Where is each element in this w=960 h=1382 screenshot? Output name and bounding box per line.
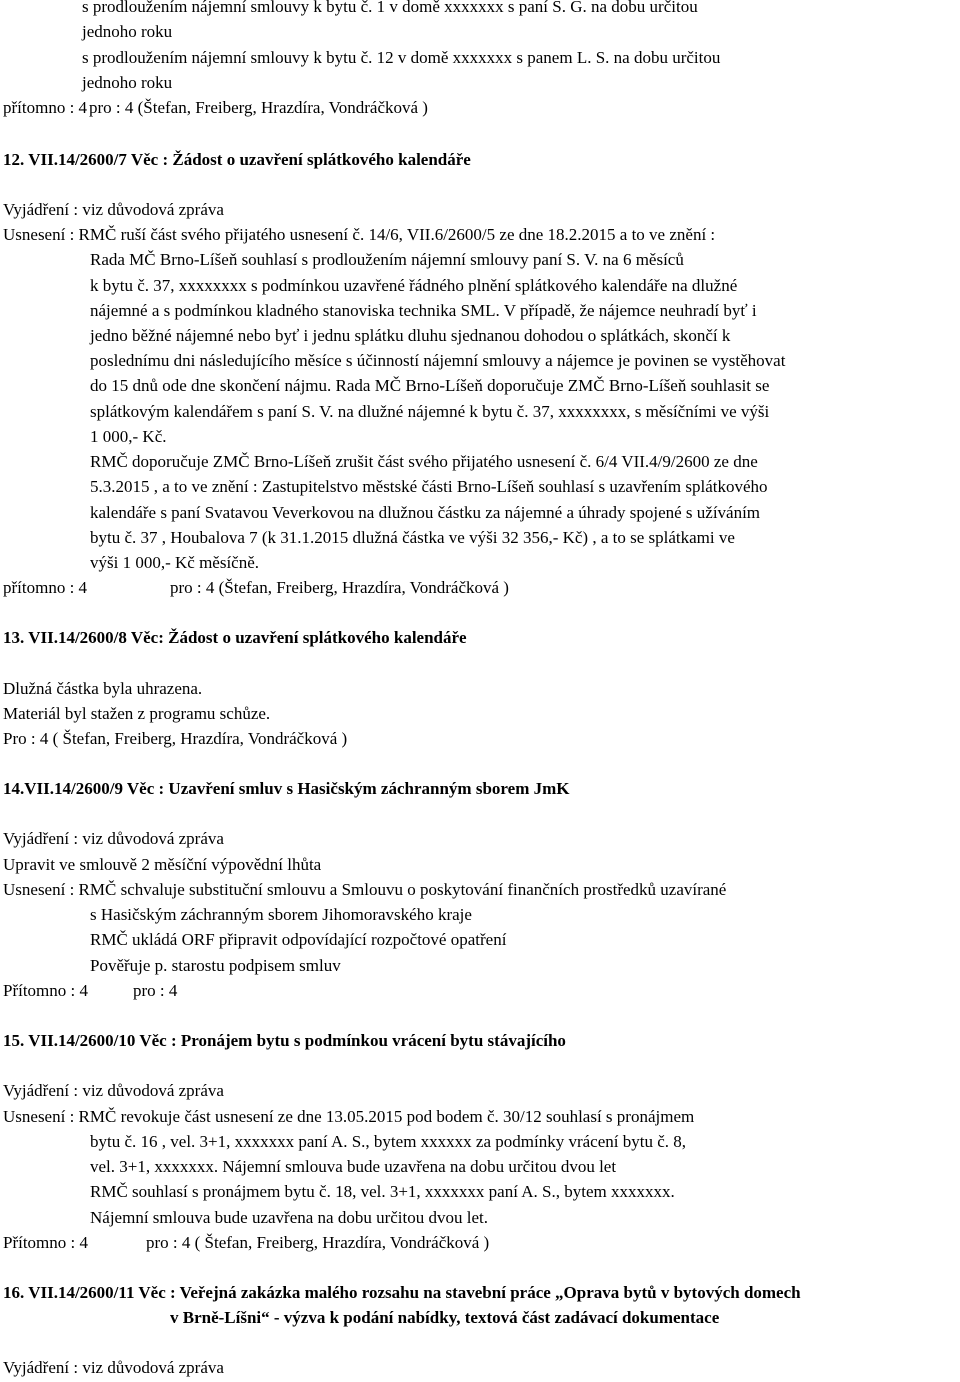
usneseni-line: Usnesení : RMČ revokuje část usnesení ze dne 13.05.2015 pod bodem č. 30/12 souhlasí s pronájmem <box>3 1107 695 1126</box>
text-line: jednoho roku <box>82 22 173 41</box>
text-line: kalendáře s paní Svatavou Veverkovou na dlužnou částku za nájemné a úhrady spojené s užíváním <box>90 503 761 522</box>
text-line: Pro : 4 ( Štefan, Freiberg, Hrazdíra, Vondráčková ) <box>3 729 348 748</box>
text-line: jednoho roku <box>82 73 173 92</box>
vyjadreni-line: Vyjádření : viz důvodová zpráva <box>3 829 224 848</box>
text-line: bytu č. 16 , vel. 3+1, xxxxxxx paní A. S., bytem xxxxxx za podmínky vrácení bytu č. 8, <box>90 1132 687 1151</box>
text-line: RMČ ukládá ORF připravit odpovídající rozpočtové opatření <box>90 930 507 949</box>
text-line: 5.3.2015 , a to ve znění : Zastupitelstvo městské části Brno-Líšeň souhlasí s uzavřením splátkového <box>90 477 768 496</box>
attendance-line <box>3 981 177 1001</box>
text-line: k bytu č. 37, xxxxxxxx s podmínkou uzavřené řádného plnění splátkového kalendáře na dlužné <box>90 276 738 295</box>
attendance-line <box>3 1233 489 1253</box>
text-line: s prodloužením nájemní smlouvy k bytu č. 12 v domě xxxxxxx s panem L. S. na dobu určitou <box>82 48 721 67</box>
attendance-line <box>3 98 428 118</box>
text-line: Materiál byl stažen z programu schůze. <box>3 704 271 723</box>
text-line: s Hasičským záchranným sborem Jihomoravského kraje <box>90 905 472 924</box>
text-line: splátkovým kalendářem s paní S. V. na dlužné nájemné k bytu č. 37, xxxxxxxx, s měsíčními ve výši <box>90 402 770 421</box>
pritomno-label: Přítomno : 4 <box>3 981 89 1000</box>
section-16-heading-cont: v Brně-Líšni“ - výzva k podání nabídky, textová část zadávací dokumentace <box>170 1308 720 1327</box>
text-line: Pověřuje p. starostu podpisem smluv <box>90 956 341 975</box>
vyjadreni-line: Vyjádření : viz důvodová zpráva <box>3 1081 224 1100</box>
text-line: jedno běžné nájemné nebo byť i jednu splátku dluhu sjednanou dohodou o splátkách, skončí k <box>90 326 731 345</box>
text-line: nájemné a s podmínkou kladného stanoviska technika SML. V případě, že nájemce neuhradí byť i <box>90 301 757 320</box>
pritomno-label: Přítomno : 4 <box>3 1233 89 1252</box>
section-13-heading: 13. VII.14/2600/8 Věc: Žádost o uzavření splátkového kalendáře <box>3 628 467 647</box>
section-15-heading: 15. VII.14/2600/10 Věc : Pronájem bytu s podmínkou vrácení bytu stávajícího <box>3 1031 566 1050</box>
pro-label: pro : 4 (Štefan, Freiberg, Hrazdíra, Vondráčková ) <box>170 578 509 597</box>
pro-label: pro : 4 (Štefan, Freiberg, Hrazdíra, Vondráčková ) <box>89 98 428 117</box>
text-line: RMČ doporučuje ZMČ Brno-Líšeň zrušit část svého přijatého usnesení č. 6/4 VII.4/9/2600 ze dne <box>90 452 758 471</box>
section-16-heading: 16. VII.14/2600/11 Věc : Veřejná zakázka malého rozsahu na stavební práce „Oprava bytů v bytových domech <box>3 1283 801 1302</box>
section-14-heading: 14.VII.14/2600/9 Věc : Uzavření smluv s Hasičským záchranným sborem JmK <box>3 779 570 798</box>
text-line: Nájemní smlouva bude uzavřena na dobu určitou dvou let. <box>90 1208 488 1227</box>
text-line: do 15 dnů ode dne skončení nájmu. Rada MČ Brno-Líšeň doporučuje ZMČ Brno-Líšeň souhlasit se <box>90 376 770 395</box>
pro-label: pro : 4 ( Štefan, Freiberg, Hrazdíra, Vondráčková ) <box>146 1233 490 1252</box>
section-12-heading: 12. VII.14/2600/7 Věc : Žádost o uzavření splátkového kalendáře <box>3 150 471 169</box>
text-line: RMČ souhlasí s pronájmem bytu č. 18, vel. 3+1, xxxxxxx paní A. S., bytem xxxxxxx. <box>90 1182 675 1201</box>
text-line: vel. 3+1, xxxxxxx. Nájemní smlouva bude uzavřena na dobu určitou dvou let <box>90 1157 617 1176</box>
text-line: poslednímu dni následujícího měsíce s účinností nájemní smlouvy a nájemce je povinen se vystěhovat <box>90 351 786 370</box>
text-line: 1 000,- Kč. <box>90 427 167 446</box>
usneseni-line: Usnesení : RMČ schvaluje substituční smlouvu a Smlouvu o poskytování finančních prostředků uzavírané <box>3 880 727 899</box>
attendance-line <box>3 578 509 598</box>
pritomno-label: přítomno : 4 <box>3 578 88 597</box>
usneseni-line: Usnesení : RMČ ruší část svého přijatého usnesení č. 14/6, VII.6/2600/5 ze dne 18.2.2015 a to ve znění : <box>3 225 716 244</box>
text-line: Dlužná částka byla uhrazena. <box>3 679 203 698</box>
pro-label: pro : 4 <box>133 981 178 1000</box>
text-line: s prodloužením nájemní smlouvy k bytu č. 1 v domě xxxxxxx s paní S. G. na dobu určitou <box>82 0 698 16</box>
pritomno-label: přítomno : 4 <box>3 98 88 117</box>
text-line: Upravit ve smlouvě 2 měsíční výpovědní lhůta <box>3 855 322 874</box>
text-line: bytu č. 37 , Houbalova 7 (k 31.1.2015 dlužná částka ve výši 32 356,- Kč) , a to se splátkami ve <box>90 528 735 547</box>
vyjadreni-line: Vyjádření : viz důvodová zpráva <box>3 1358 224 1377</box>
text-line: Rada MČ Brno-Líšeň souhlasí s prodloužením nájemní smlouvy paní S. V. na 6 měsíců <box>90 250 684 269</box>
vyjadreni-line: Vyjádření : viz důvodová zpráva <box>3 200 224 219</box>
text-line: výši 1 000,- Kč měsíčně. <box>90 553 260 572</box>
